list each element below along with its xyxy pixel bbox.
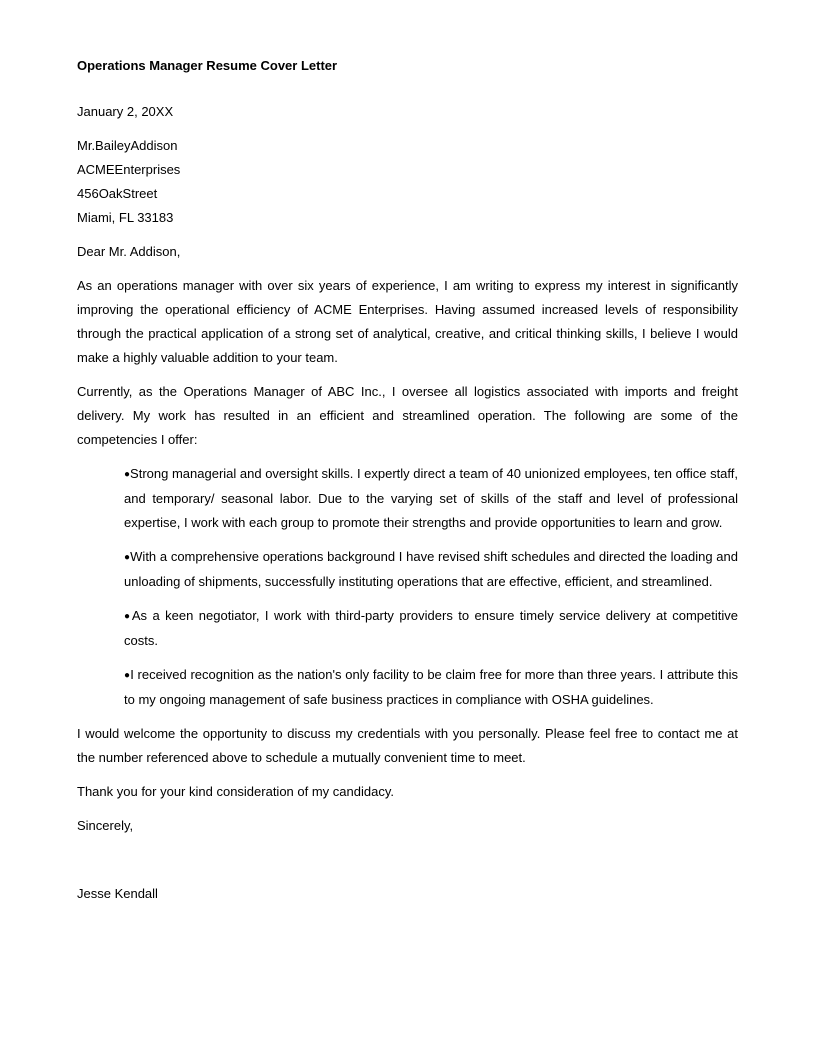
paragraph-current-role: Currently, as the Operations Manager of ABC Inc., I oversee all logistics associated with imports and freight delivery. My work has resulted in an efficient and streamlined operation. The following are some of the competencies I offer: xyxy=(77,384,738,447)
recipient-street: 456OakStreet xyxy=(77,186,158,201)
signature-name: Jesse Kendall xyxy=(77,886,158,901)
list-item-text: As a keen negotiator, I work with third-party providers to ensure timely service delivery at competitive costs. xyxy=(124,608,739,648)
paragraph-welcome: I would welcome the opportunity to discuss my credentials with you personally. Please feel free to contact me at the number referenced above to schedule a mutually convenient time to meet. xyxy=(77,726,738,765)
list-item-text: Strong managerial and oversight skills. I expertly direct a team of 40 unionized employees, ten office staff, and temporary/ seasonal labor. Due to the varying set of skills of the staff and level of professional expertise, I work with each group to promote their strengths and provide opportunities to learn and grow. xyxy=(124,466,739,530)
bullet-icon: ● xyxy=(124,469,131,480)
list-item xyxy=(124,545,738,594)
competencies-list xyxy=(77,462,738,712)
paragraph-thanks: Thank you for your kind consideration of my candidacy. xyxy=(77,784,394,799)
greeting: Dear Mr. Addison, xyxy=(77,244,181,259)
letter-date: January 2, 20XX xyxy=(77,104,174,119)
recipient-address xyxy=(77,134,738,230)
recipient-name: Mr.BaileyAddison xyxy=(77,138,178,153)
list-item-text: With a comprehensive operations background I have revised shift schedules and directed the loading and unloading of shipments, successfully instituting operations that are effective, efficient, and streamlined. xyxy=(124,549,738,589)
list-item-text: I received recognition as the nation's only facility to be claim free for more than three years. I attribute this to my ongoing management of safe business practices in compliance with OSHA guidelines. xyxy=(124,667,738,707)
document-title: Operations Manager Resume Cover Letter xyxy=(77,58,338,73)
list-item xyxy=(124,462,738,535)
bullet-icon: ● xyxy=(124,611,132,622)
recipient-city: Miami, FL 33183 xyxy=(77,210,174,225)
recipient-company: ACMEEnterprises xyxy=(77,162,181,177)
paragraph-intro: As an operations manager with over six years of experience, I am writing to express my interest in significantly improving the operational efficiency of ACME Enterprises. Having assumed increased levels of responsibility through the practical application of a strong set of analytical, creative, and critical thinking skills, I believe I would make a highly valuable addition to your team. xyxy=(77,278,738,365)
bullet-icon: ● xyxy=(124,670,131,681)
bullet-icon: ● xyxy=(124,552,131,563)
closing: Sincerely, xyxy=(77,818,134,833)
list-item xyxy=(124,663,738,712)
list-item xyxy=(124,604,738,653)
